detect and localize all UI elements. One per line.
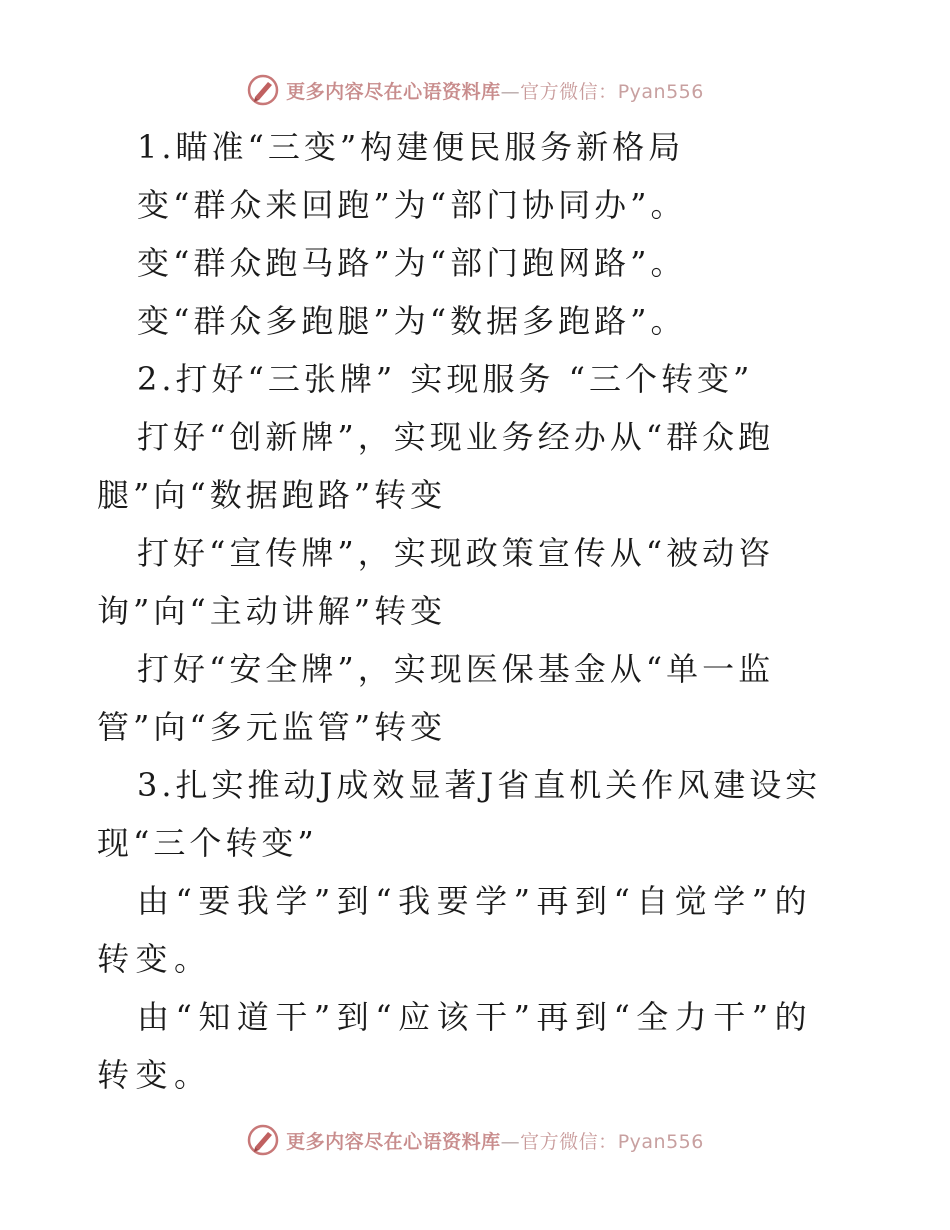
section-heading-3: 3.扎实推动J成效显著J省直机关作风建设实现“三个转变”	[97, 766, 822, 862]
pen-logo-icon	[246, 73, 280, 107]
body-paragraph: 变“群众多跑腿”为“数据多跑路”。	[137, 302, 687, 340]
section-heading-1: 1.瞄准“三变”构建便民服务新格局	[137, 128, 685, 166]
body-paragraph: 变“群众跑马路”为“部门跑网路”。	[137, 244, 687, 282]
pen-logo-icon	[246, 1123, 280, 1157]
watermark-text: 更多内容尽在心语资料库—官方微信：Pyan556	[286, 1130, 704, 1153]
section-heading-2: 2.打好“三张牌” 实现服务 “三个转变”	[137, 360, 754, 398]
footer-watermark	[0, 1120, 950, 1160]
body-paragraph: 打好“安全牌”，实现医保基金从“单一监管”向“多元监管”转变	[97, 650, 775, 746]
watermark-group	[246, 73, 704, 107]
body-paragraph: 打好“创新牌”，实现业务经办从“群众跑腿”向“数据跑路”转变	[97, 418, 775, 514]
body-paragraph: 变“群众来回跑”为“部门协同办”。	[137, 186, 687, 224]
header-watermark	[0, 70, 950, 110]
body-paragraph: 打好“宣传牌”，实现政策宣传从“被动咨询”向“主动讲解”转变	[97, 534, 775, 630]
document-body	[0, 118, 950, 1104]
body-paragraph: 由“知道干”到“应该干”再到“全力干”的转变。	[97, 998, 814, 1094]
watermark-text: 更多内容尽在心语资料库—官方微信：Pyan556	[286, 80, 704, 103]
body-paragraph: 由“要我学”到“我要学”再到“自觉学”的转变。	[97, 882, 814, 978]
watermark-group	[246, 1123, 704, 1157]
